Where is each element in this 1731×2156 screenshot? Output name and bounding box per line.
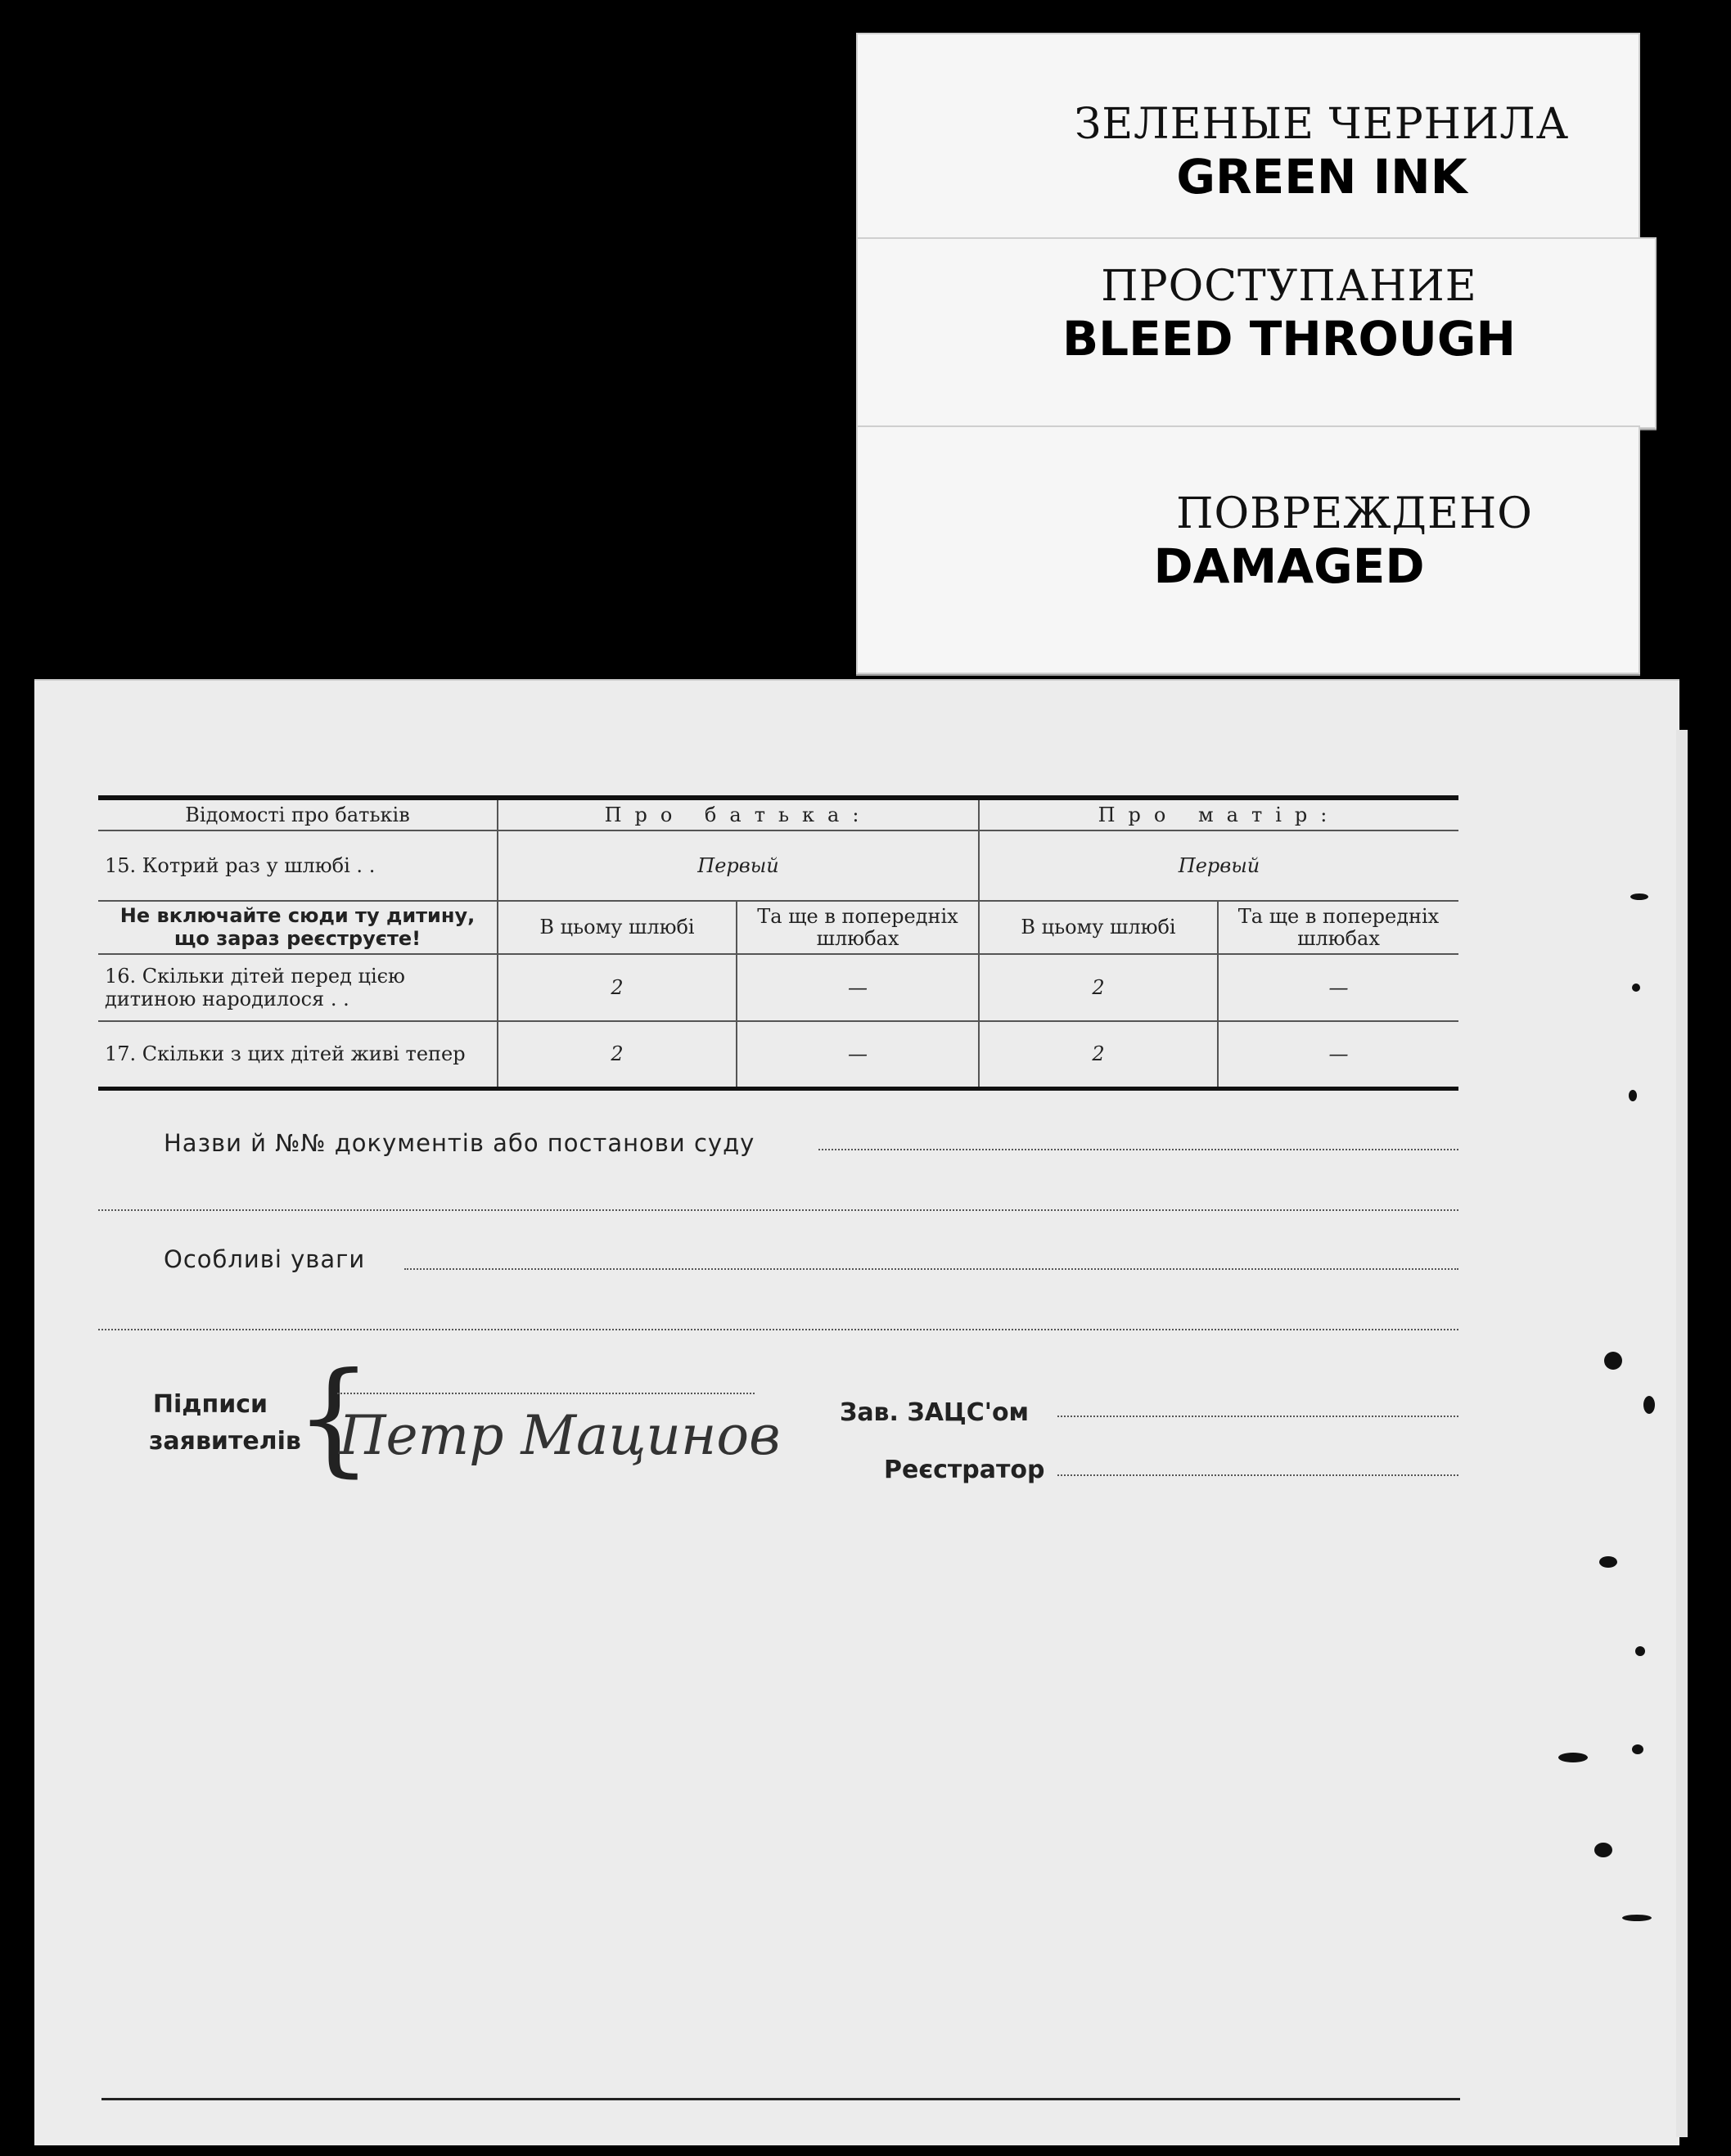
row-16-father-prev: — <box>737 954 979 1021</box>
signatures-brace: { <box>295 1347 373 1489</box>
label-en: DAMAGED <box>1153 538 1425 594</box>
registrar-label: Реєстратор <box>884 1456 1045 1484</box>
sheet-right-edge <box>1676 730 1688 2137</box>
row-17-father-this: 2 <box>498 1021 737 1088</box>
applicant-signature: Петр Мацинов <box>339 1404 781 1467</box>
document-sheet <box>34 679 1679 2145</box>
head-of-registry-label: Зав. ЗАЦС'ом <box>840 1398 1030 1427</box>
row-17-mother-prev: — <box>1218 1021 1458 1088</box>
damage-hole <box>1643 1396 1655 1414</box>
head-dotted-line <box>1057 1416 1458 1417</box>
damage-hole <box>1594 1843 1612 1857</box>
special-notes-dotted-line-2 <box>98 1329 1458 1330</box>
label-en: BLEED THROUGH <box>1062 311 1517 367</box>
signature-dotted-line <box>337 1393 755 1394</box>
row-15 <box>98 830 1458 901</box>
damage-hole <box>1622 1915 1652 1921</box>
row-15-mother-value: Первый <box>979 830 1458 901</box>
damage-hole <box>1599 1556 1617 1568</box>
subheader-note: Не включайте сюди ту дитину, що зараз реєструєте! <box>98 901 498 954</box>
signatures-label: Підписи заявителів <box>149 1390 301 1456</box>
label-card-bleed-through <box>856 237 1657 429</box>
row-16 <box>98 954 1458 1021</box>
label-ru: ЗЕЛЕНЫЕ ЧЕРНИЛА <box>1074 100 1570 149</box>
row-16-mother-prev: — <box>1218 954 1458 1021</box>
header-parents-info: Відомості про батьків <box>98 798 498 830</box>
subheader-row <box>98 901 1458 954</box>
subheader-father-prev: Та ще в попередніх шлюбах <box>737 901 979 954</box>
registrar-dotted-line <box>1057 1474 1458 1476</box>
row-15-label: 15. Котрий раз у шлюбі . . <box>98 830 498 901</box>
documents-dotted-line-2 <box>98 1209 1458 1211</box>
subheader-mother-prev: Та ще в попередніх шлюбах <box>1218 901 1458 954</box>
damage-hole <box>1558 1753 1588 1762</box>
damage-hole <box>1635 1646 1645 1656</box>
damage-hole <box>1632 983 1640 992</box>
subheader-mother-this: В цьому шлюбі <box>979 901 1218 954</box>
header-mother: Про матір: <box>979 798 1458 830</box>
row-17 <box>98 1021 1458 1088</box>
row-17-mother-this: 2 <box>979 1021 1218 1088</box>
label-card-green-ink <box>856 33 1640 241</box>
damage-hole <box>1630 893 1648 900</box>
damage-hole <box>1632 1744 1643 1754</box>
table-header-row <box>98 798 1458 830</box>
damage-hole <box>1604 1352 1622 1370</box>
documents-label: Назви й №№ документів або постанови суду <box>164 1129 755 1157</box>
bottom-rule <box>101 2098 1460 2100</box>
label-card-damaged <box>856 425 1640 674</box>
row-16-label: 16. Скільки дітей перед цією дитиною народилося . . <box>98 954 498 1021</box>
subheader-father-this: В цьому шлюбі <box>498 901 737 954</box>
documents-dotted-line <box>818 1149 1458 1150</box>
label-ru: ПРОСТУПАНИЕ <box>1101 262 1477 311</box>
label-en: GREEN INK <box>1176 149 1467 205</box>
special-notes-dotted-line <box>404 1268 1458 1270</box>
row-16-father-this: 2 <box>498 954 737 1021</box>
row-17-father-prev: — <box>737 1021 979 1088</box>
header-father: Про батька: <box>498 798 979 830</box>
row-17-label: 17. Скільки з цих дітей живі тепер <box>98 1021 498 1088</box>
damage-hole <box>1629 1090 1637 1101</box>
label-ru: ПОВРЕЖДЕНО <box>1176 489 1533 538</box>
row-15-father-value: Первый <box>498 830 979 901</box>
special-notes-label: Особливі уваги <box>164 1245 366 1273</box>
row-16-mother-this: 2 <box>979 954 1218 1021</box>
parents-table <box>98 795 1458 1091</box>
